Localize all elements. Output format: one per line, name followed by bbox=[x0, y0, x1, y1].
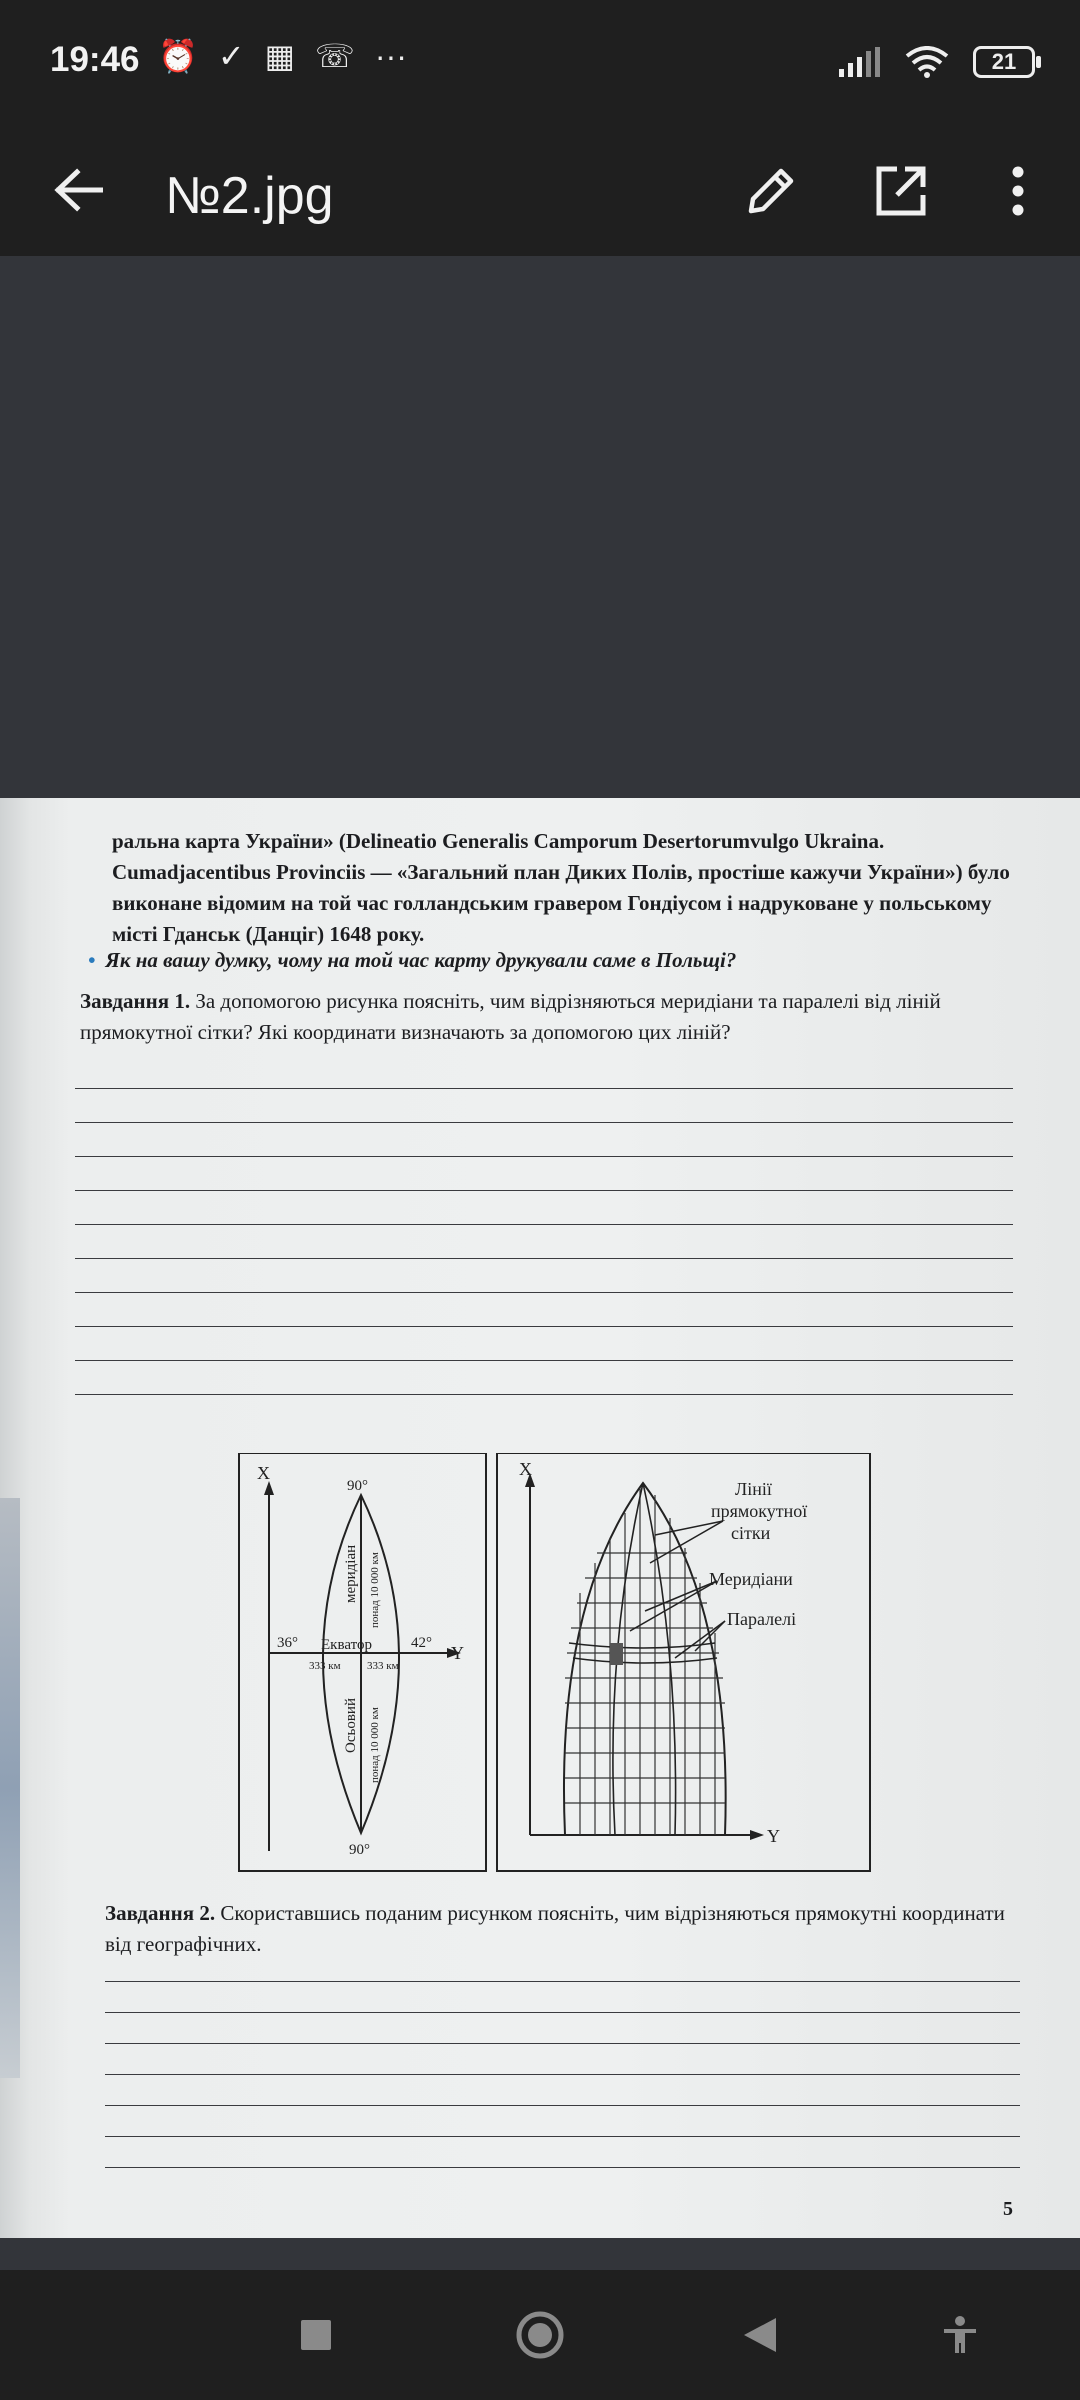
answer-line bbox=[105, 2105, 1020, 2106]
task2-text: Скориставшись поданим рисунком поясніть, чим відрізняються прямокутні координати від географічних. bbox=[105, 1901, 1005, 1956]
left-axis-y: Y bbox=[451, 1643, 464, 1663]
rectangular-grid bbox=[565, 1488, 725, 1835]
page-edge-decoration bbox=[0, 1498, 20, 2078]
answer-line bbox=[75, 1326, 1013, 1327]
viber-icon: ☏ bbox=[314, 38, 355, 74]
question-label: Як на вашу думку, чому на той час карту друкували саме в Польщі? bbox=[105, 948, 737, 972]
signal-icon bbox=[837, 47, 881, 77]
answer-line bbox=[105, 2136, 1020, 2137]
open-external-icon bbox=[873, 163, 929, 219]
axial-meridian-label: Осьовий bbox=[343, 1698, 359, 1753]
answer-line bbox=[75, 1190, 1013, 1191]
status-right-icons bbox=[837, 46, 1035, 78]
home-button[interactable] bbox=[500, 2300, 580, 2370]
answer-line bbox=[105, 2167, 1020, 2168]
home-circle-icon bbox=[515, 2310, 565, 2360]
answer-line bbox=[75, 1360, 1013, 1361]
page-number: 5 bbox=[1003, 2198, 1013, 2220]
check-icon: ✓ bbox=[217, 38, 245, 74]
back-button[interactable] bbox=[46, 158, 110, 222]
answer-line bbox=[105, 1981, 1020, 1982]
intro-paragraph: ральна карта України» (Delineatio Generalis Camporum Desertorumvulgo Ukraina. Cumadjacentibus Provinciis — «Загальний план Диких Полів, простіше кажучи України») було виконане відомим на той час голландським гравером Гондіусом і надруковане у польському місті Гданськ (Данціг) 1648 року. bbox=[112, 829, 1010, 946]
meridian-upper-label: меридіан bbox=[343, 1544, 359, 1603]
accessibility-icon bbox=[940, 2315, 980, 2355]
status-left-icons bbox=[158, 40, 407, 72]
app-bar bbox=[0, 128, 1080, 256]
open-external-button[interactable] bbox=[868, 158, 934, 224]
document-page bbox=[0, 798, 1080, 2238]
answer-line bbox=[75, 1394, 1013, 1395]
km-left: 333 км bbox=[309, 1660, 341, 1672]
back-triangle-icon bbox=[742, 2316, 778, 2354]
wifi-icon bbox=[905, 46, 949, 78]
answer-line bbox=[105, 2074, 1020, 2075]
answer-line bbox=[75, 1122, 1013, 1123]
task2 bbox=[105, 1898, 1023, 1960]
task1-text: За допомогою рисунка поясніть, чим відрізняються меридіани та паралелі від ліній прямокутної сітки? Які координати визначають за допомогою цих ліній? bbox=[80, 989, 941, 1044]
answer-line bbox=[75, 1292, 1013, 1293]
answer-line bbox=[105, 2012, 1020, 2013]
accessibility-button[interactable] bbox=[920, 2300, 1000, 2370]
label-grid-lines-2: прямокутної bbox=[711, 1501, 808, 1521]
right-axis-y: Y bbox=[767, 1826, 780, 1846]
task1 bbox=[80, 986, 1018, 1048]
status-bar bbox=[0, 0, 1080, 128]
alarm-icon: ⏰ bbox=[158, 38, 198, 74]
back-nav-button[interactable] bbox=[720, 2300, 800, 2370]
calendar-icon: ▦ bbox=[264, 38, 295, 74]
edit-pencil-icon bbox=[743, 163, 799, 219]
label-parallels: Паралелі bbox=[727, 1609, 797, 1629]
answer-line bbox=[105, 2043, 1020, 2044]
equator-label: Екватор bbox=[321, 1637, 372, 1653]
left-bottom-deg: 90° bbox=[349, 1842, 370, 1858]
label-grid-lines-1: Лінії bbox=[735, 1479, 772, 1499]
answer-line bbox=[75, 1224, 1013, 1225]
more-vert-icon bbox=[1011, 166, 1025, 216]
status-time: 19:46 bbox=[50, 40, 140, 79]
meridian-curves bbox=[569, 1483, 717, 1835]
recents-button[interactable] bbox=[276, 2300, 356, 2370]
over-10000-lower: понад 10 000 км bbox=[369, 1707, 381, 1783]
answer-line bbox=[75, 1088, 1013, 1089]
answer-line bbox=[75, 1258, 1013, 1259]
label-meridians: Меридіани bbox=[709, 1569, 793, 1589]
label-grid-lines-3: сітки bbox=[731, 1523, 771, 1543]
left-42-deg: 42° bbox=[411, 1635, 432, 1651]
navigation-bar bbox=[0, 2270, 1080, 2400]
right-axis-x: X bbox=[519, 1459, 532, 1479]
task2-label: Завдання 2. bbox=[105, 1901, 216, 1925]
edit-button[interactable] bbox=[738, 158, 804, 224]
file-title: №2.jpg bbox=[165, 167, 334, 225]
task1-label: Завдання 1. bbox=[80, 989, 191, 1013]
left-top-deg: 90° bbox=[347, 1478, 368, 1494]
recents-square-icon bbox=[300, 2319, 332, 2351]
question-text bbox=[88, 948, 1018, 973]
left-axis-x: X bbox=[257, 1463, 270, 1483]
km-right: 333 км bbox=[367, 1660, 399, 1672]
over-10000-upper: понад 10 000 км bbox=[369, 1552, 381, 1628]
more-dots-icon: ··· bbox=[374, 38, 407, 74]
answer-line bbox=[75, 1156, 1013, 1157]
image-viewer[interactable] bbox=[0, 256, 1080, 2270]
answer-lines-task1 bbox=[75, 1088, 1013, 1428]
coordinates-figure bbox=[225, 1453, 875, 1883]
bullet-icon: • bbox=[88, 948, 96, 972]
battery-indicator: 21 bbox=[973, 46, 1035, 78]
left-36-deg: 36° bbox=[277, 1635, 298, 1651]
arrow-left-icon bbox=[53, 168, 103, 212]
answer-lines-task2 bbox=[105, 1981, 1020, 2198]
more-options-button[interactable] bbox=[990, 158, 1046, 224]
